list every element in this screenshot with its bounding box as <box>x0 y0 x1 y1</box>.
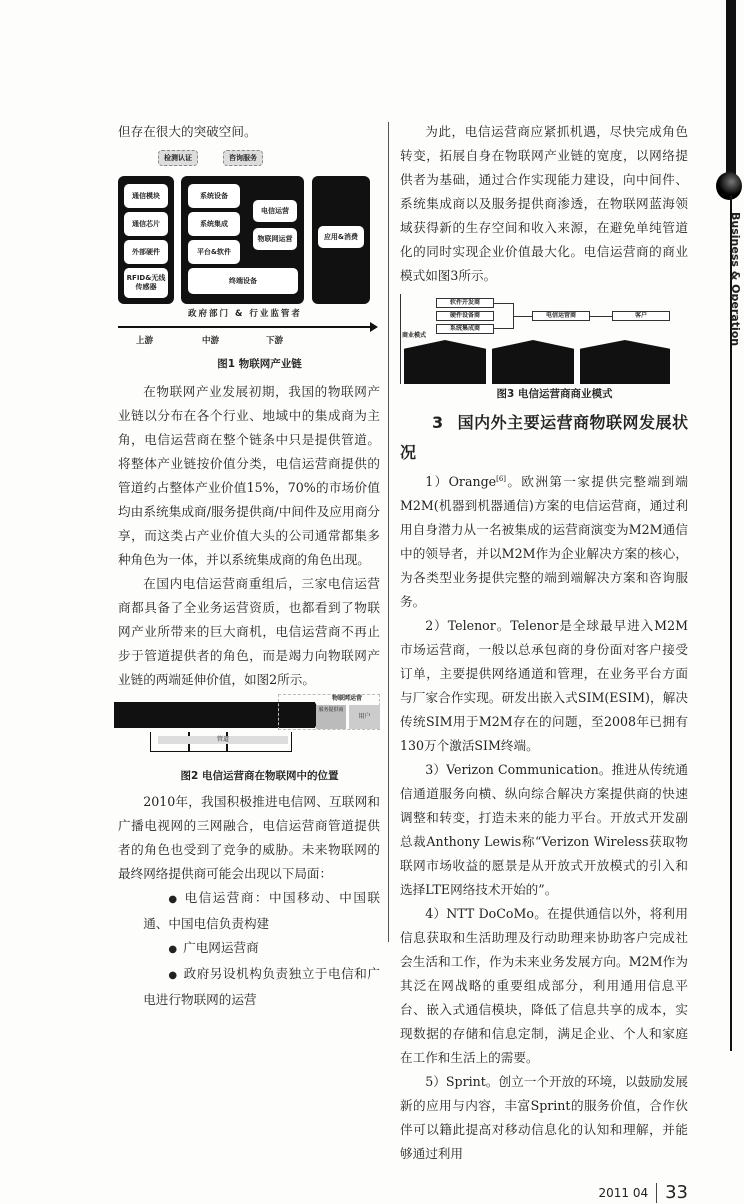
pipe-label: 管道 <box>158 736 288 744</box>
figure-1-industry-chain <box>118 144 380 356</box>
item-lead: 5）Sprint <box>425 1074 486 1089</box>
bullet-item: ● 政府另设机构负责独立于电信和广电进行物联网的运营 <box>118 962 380 1012</box>
box-telecom-operation: 电信运营 <box>253 200 297 222</box>
stage-downstream: 下游 <box>266 336 284 346</box>
page-footer <box>400 1182 688 1204</box>
operator-box: 电信运营商 <box>532 311 590 321</box>
paragraph: 在国内电信运营商重组后，三家电信运营商都具备了全业务运营资质，也都看到了物联网产业所带来的巨大商机，电信运营商不再止步于管道提供者的角色，而是竭力向物联网产业链的两端延伸价值，如图2所示。 <box>118 576 380 687</box>
item-lead: 4）NTT DoCoMo <box>425 906 534 921</box>
operator-item <box>400 758 688 902</box>
operator-item <box>400 470 688 614</box>
item-text: 。推进从传统通信通道服务向横、纵向综合解决方案提供商的快速调整和转变，打造未来的能力平台。开放式开发副总裁Anthony Lewis称“Verizon Wireless获取物联网市场收益的愿景是从开放式开放模式的引入和选择LTE网络技术开始的”。 <box>400 762 688 897</box>
citation: [6] <box>496 474 507 483</box>
item-lead: 2）Telenor <box>425 618 496 633</box>
paragraph: 在物联网产业发展初期，我国的物联网产业链以分布在各个行业、地域中的集成商为主角，电信运营商在整个链条中只是提供管道。将整体产业链按价值分类，电信运营商提供的管道约占整体产业价值15%，70%的市场价值均由系统集成商/服务提供商/中间件及应用商分享，而这类占产业价值大头的公司通常都集多种角色为一体，并以系统集成商的角色出现。 <box>118 384 380 567</box>
operator-item <box>400 614 688 758</box>
figure-1-caption: 图1 物联网产业链 <box>217 358 302 370</box>
bullet-item: ● 广电网运营商 <box>118 936 380 962</box>
box-platform-software: 平台&软件 <box>188 240 240 264</box>
stage-upstream: 上游 <box>136 336 154 346</box>
figure-3-caption: 图3 电信运营商商业模式 <box>496 388 613 400</box>
item-lead: 1）Orange <box>425 474 497 489</box>
figure-3-business-model <box>400 294 688 386</box>
footer-separator <box>656 1183 657 1203</box>
figure-2-caption: 图2 电信运营商在物联网中的位置 <box>180 770 339 782</box>
page-number: 33 <box>665 1182 688 1203</box>
item-text: 。在提供通信以外，将利用信息获取和生活助理及行动助理来协助客户完成社会生活和工作，作为未来业务发展方向。M2M作为其泛在网战略的重要组成部分，利用通用信息平台、嵌入式通信模块，降低了信息共享的成本，实现数据的存储和信息定制，满足企业、个人和家庭在工作和生活上的需要。 <box>400 906 688 1065</box>
supplier-hardware: 硬件设备商 <box>436 311 494 321</box>
user-box: 用户 <box>349 705 380 729</box>
stage-midstream: 中游 <box>202 336 220 346</box>
operator-item <box>400 902 688 1070</box>
box-system-equipment: 系统设备 <box>188 184 240 208</box>
column-divider <box>388 122 389 942</box>
operator-item <box>400 1070 688 1166</box>
section-title: 国内外主要运营商物联网发展状况 <box>400 413 688 462</box>
figure-2-operator-position <box>118 692 380 774</box>
flow-arrow <box>118 326 373 328</box>
iot-operation-label: 物联网运营 <box>331 695 362 702</box>
item-text: 。Telenor是全球最早进入M2M市场运营商，一般以总承包商的身份面对客户接受订单，主要提供网络通道和管理，在业务平台方面与厂家合作实现。研发出嵌入式SIM(ESIM)，解决传统SIM用于M2M存在的问题，至2008年已拥有130万个激活SIM终端。 <box>400 618 688 753</box>
box-hardware: 外部硬件 <box>124 240 168 264</box>
item-text: 。创立一个开放的环境，以鼓励发展新的应用与内容，丰富Sprint的服务价值，合作伙伴可以籍此提高对移动信息化的认知和理解，并能够通过利用 <box>400 1074 689 1161</box>
intro-text: 但存在很大的突破空间。 <box>118 124 257 139</box>
supplier-software: 软件开发商 <box>436 298 494 308</box>
supplier-integrator: 系统集成商 <box>436 324 494 334</box>
item-text: 。欧洲第一家提供完整端到端M2M(机器到机器通信)方案的电信运营商，通过利用自身潜力从一名被集成的运营商演变为M2M通信中的领导者，并以M2M作为企业解决方案的核心，为各类型业务提供完整的端到端解决方案和咨询服务。 <box>400 474 689 609</box>
right-column <box>400 120 688 1204</box>
issue-number: 2011 04 <box>598 1186 649 1200</box>
box-application: 应用&消费 <box>318 226 364 248</box>
business-model-label: 商业模式 <box>402 332 427 339</box>
customer-box: 客户 <box>612 311 670 321</box>
section-tab <box>718 0 744 1051</box>
item-lead: 3）Verizon Communication <box>425 762 599 777</box>
box-system-integration: 系统集成 <box>188 212 240 236</box>
section-tab-label: Business & Operation <box>729 212 742 347</box>
box-terminal: 终端设备 <box>188 268 298 294</box>
bullet-item: ● 电信运营商：中国移动、中国联通、中国电信负责构建 <box>118 886 380 936</box>
box-iot-operation: 物联网运营 <box>253 228 297 250</box>
service-provider-box: 服务提供商 <box>316 705 346 729</box>
paragraph: 2010年，我国积极推进电信网、互联网和广播电视网的三网融合，电信运营商管道提供者的角色也受到了竞争的威胁。未来物联网的最终网络提供商可能会出现以下局面： <box>118 794 380 881</box>
tag-certification: 检测认证 <box>158 150 198 166</box>
left-column <box>118 120 380 1012</box>
box-comm-chip: 通信芯片 <box>124 212 168 236</box>
box-comm-module: 通信模块 <box>124 184 168 208</box>
tab-bar <box>726 0 736 185</box>
section-heading <box>400 408 688 468</box>
ball-icon <box>716 172 742 200</box>
box-rfid: RFID&无线传感器 <box>124 268 168 298</box>
section-number: 3 <box>432 413 444 432</box>
regulator-label: 政府部门 & 行业监管者 <box>188 309 302 319</box>
arrow-head-icon <box>370 322 378 332</box>
tag-consulting: 咨询服务 <box>223 150 263 166</box>
paragraph: 为此，电信运营商应紧抓机遇，尽快完成角色转变，拓展自身在物联网产业链的宽度，以网络提供者为基础，通过合作实现能力建设，向中间件、系统集成商以及服务提供商渗透，在物联网蓝海领域获得新的生存空间和收入来源，在避免单纯管道化的同时实现企业价值最大化。电信运营商的商业模式如图3所示。 <box>400 124 688 283</box>
